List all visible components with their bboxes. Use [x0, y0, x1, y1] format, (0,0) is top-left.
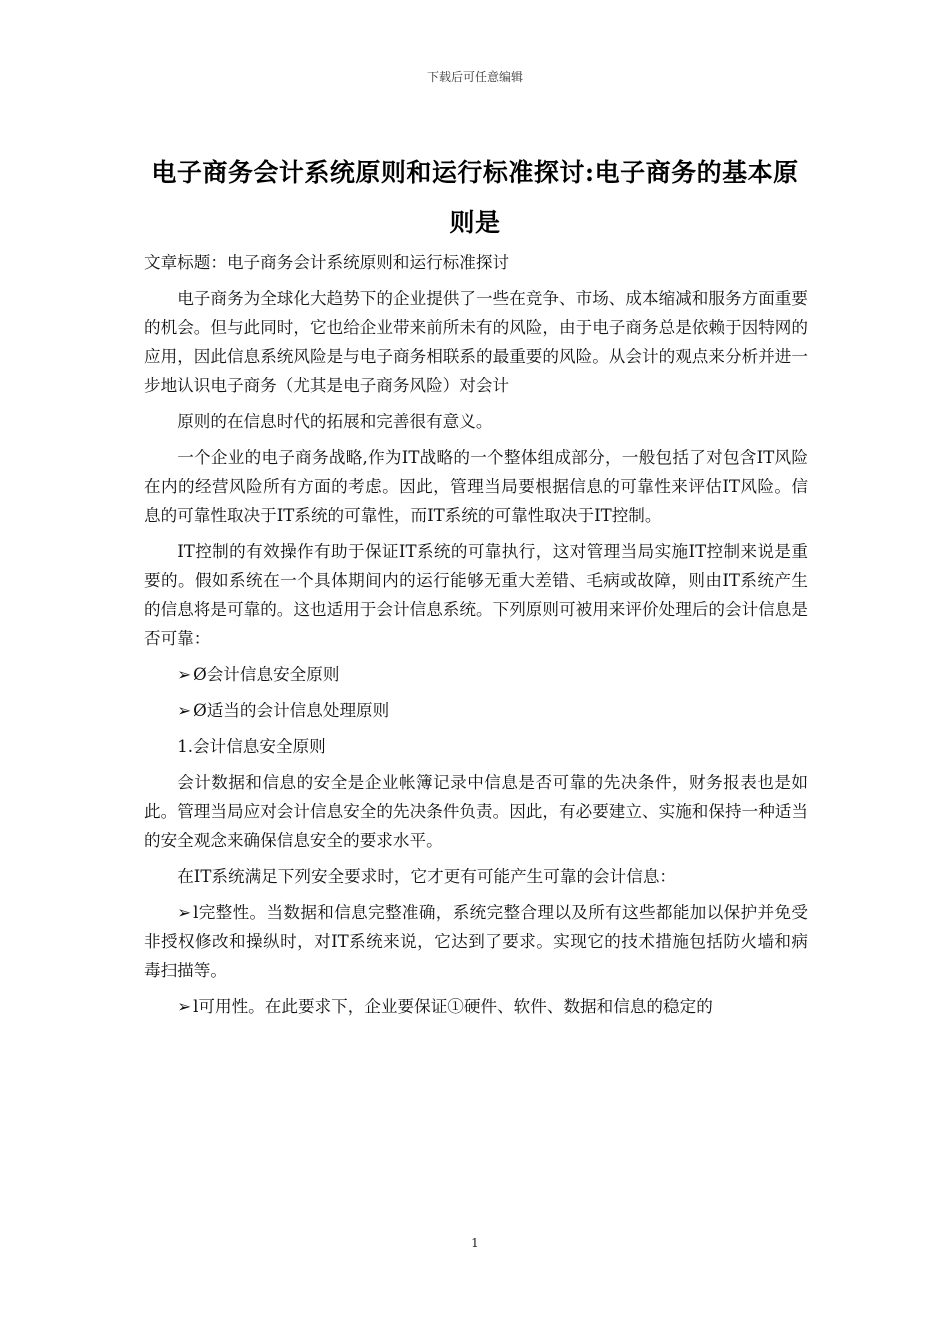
document-title: 电子商务会计系统原则和运行标准探讨:电子商务的基本原则是	[151, 158, 799, 237]
body-paragraph	[144, 248, 808, 277]
body-paragraph	[144, 443, 808, 530]
bullet-arrow-icon: ➢	[177, 903, 192, 922]
body-paragraph	[144, 284, 808, 400]
page-number: 1	[471, 1236, 479, 1250]
paragraph-text: 会计数据和信息的安全是企业帐簿记录中信息是否可靠的先决条件，财务报表也是如此。管理当局应对会计信息安全的先决条件负责。因此，有必要建立、实施和保持一种适当的安全观念来确保信息安全的要求水平。	[144, 773, 808, 850]
bullet-arrow-icon: ➢	[177, 701, 192, 720]
body-paragraph	[144, 732, 808, 761]
body-paragraph	[144, 768, 808, 855]
bullet-arrow-icon: ➢	[177, 997, 192, 1016]
body-paragraph	[144, 407, 808, 436]
bullet-paragraph	[144, 696, 808, 725]
paragraph-text: 一个企业的电子商务战略,作为IT战略的一个整体组成部分，一般包括了对包含IT风险在内的经营风险所有方面的考虑。因此，管理当局要根据信息的可靠性来评估IT风险。信息的可靠性取决于IT系统的可靠性，而IT系统的可靠性取决于IT控制。	[144, 448, 808, 525]
paragraph-text: IT控制的有效操作有助于保证IT系统的可靠执行，这对管理当局实施IT控制来说是重要的。假如系统在一个具体期间内的运行能够无重大差错、毛病或故障，则由IT系统产生的信息将是可靠的。这也适用于会计信息系统。下列原则可被用来评价处理后的会计信息是否可靠：	[144, 542, 808, 648]
bullet-paragraph	[144, 992, 808, 1021]
paragraph-text: 文章标题：电子商务会计系统原则和运行标准探讨	[144, 253, 510, 272]
paragraph-text: l完整性。当数据和信息完整准确，系统完整合理以及所有这些都能加以保护并免受非授权修改和操纵时，对IT系统来说，它达到了要求。实现它的技术措施包括防火墙和病毒扫描等。	[144, 903, 808, 980]
bullet-paragraph	[144, 898, 808, 985]
paragraph-text: 原则的在信息时代的拓展和完善很有意义。	[177, 412, 493, 431]
paragraph-text: 在IT系统满足下列安全要求时，它才更有可能产生可靠的会计信息：	[177, 867, 677, 886]
paragraph-text: l可用性。在此要求下，企业要保证①硬件、软件、数据和信息的稳定的	[193, 997, 713, 1016]
body-paragraph	[144, 537, 808, 653]
document-body	[144, 248, 808, 1028]
page-header: 下载后可任意编辑	[426, 70, 523, 84]
paragraph-text: Ø会计信息安全原则	[193, 665, 340, 684]
bullet-paragraph	[144, 660, 808, 689]
paragraph-text: 1.会计信息安全原则	[177, 737, 326, 756]
paragraph-text: 电子商务为全球化大趋势下的企业提供了一些在竞争、市场、成本缩减和服务方面重要的机会。但与此同时，它也给企业带来前所未有的风险，由于电子商务总是依赖于因特网的应用，因此信息系统风险是与电子商务相联系的最重要的风险。从会计的观点来分析并进一步地认识电子商务（尤其是电子商务风险）对会计	[144, 289, 808, 395]
body-paragraph	[144, 862, 808, 891]
bullet-arrow-icon: ➢	[177, 665, 192, 684]
paragraph-text: Ø适当的会计信息处理原则	[193, 701, 390, 720]
